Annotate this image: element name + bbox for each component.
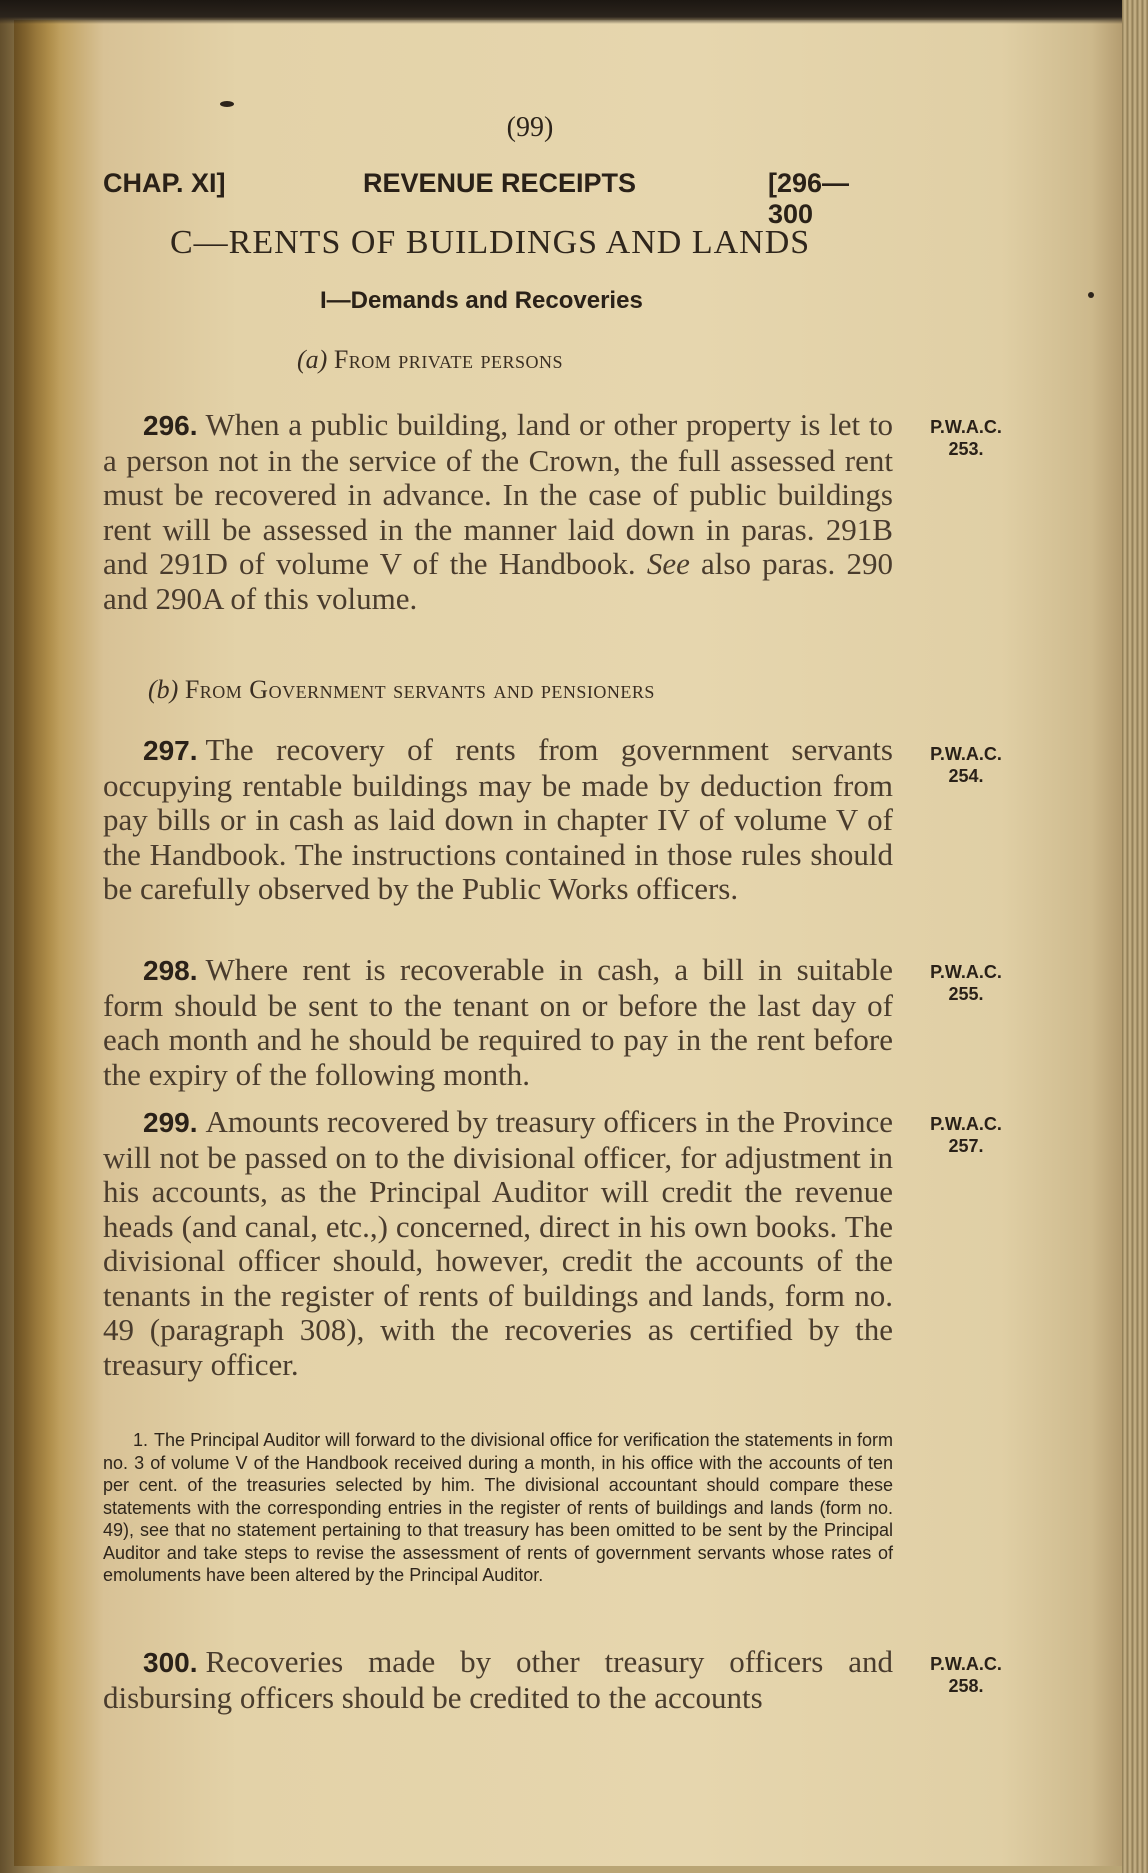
reference-number: 258.	[948, 1676, 984, 1696]
subsection-a	[297, 345, 563, 375]
reference-number: 257.	[948, 1136, 984, 1156]
paragraph-number: 300.	[143, 1647, 198, 1678]
running-head-range: [296—300	[768, 168, 850, 229]
subsection-a-text: From private persons	[333, 345, 564, 374]
reference-number: 254.	[948, 766, 984, 786]
subsection-b-label: (b)	[148, 675, 179, 704]
reference-number: 255.	[948, 984, 984, 1004]
footnote	[103, 1429, 893, 1587]
paragraph-298	[103, 953, 893, 1092]
subsection-b	[148, 675, 655, 705]
reference-code: P.W.A.C.	[930, 417, 1002, 437]
reference-code: P.W.A.C.	[930, 744, 1002, 764]
paragraph-number: 296.	[143, 410, 198, 441]
page-number: (99)	[506, 112, 554, 143]
reference-number: 253.	[948, 439, 984, 459]
top-edge-shadow	[0, 0, 1148, 24]
section-title: C—RENTS OF BUILDINGS AND LANDS	[170, 224, 811, 261]
paragraph-text: also paras. 290 and 290A of this volume.	[103, 546, 893, 616]
ink-speck	[220, 101, 234, 107]
subsection-a-label: (a)	[297, 345, 328, 374]
subsection-b-text: From Government servants and pensioners	[184, 675, 655, 704]
margin-reference-258	[911, 1653, 1021, 1697]
reference-code: P.W.A.C.	[930, 962, 1002, 982]
book-spine-shadow	[0, 0, 60, 1873]
footnote-text: The Principal Auditor will forward to the divisional office for verification the statements in form no. 3 of volume V of the Handbook received during a month, in his office with the accounts of ten per cent. of the treasuries selected by him. The divisional accountant should compare these statements with the corresponding entries in the register of rents of buildings and lands (form no. 49), see that no statement pertaining to that treasury has been omitted to be sent by the Principal Auditor and take steps to revise the assessment of rents of government servants whose rates of emoluments have been altered by the Principal Auditor.	[103, 1430, 893, 1585]
paragraph-text: Amounts recovered by treasury officers in the Province will not be passed on to the divisional officer, for adjustment in his accounts, as the Principal Auditor will credit the revenue heads (and canal, etc.,) concerned, direct in his own books. The divisional officer should, however, credit the accounts of the tenants in the register of rents of buildings and lands, form no. 49 (paragraph 308), with the recoveries as certified by the treasury officer.	[103, 1104, 893, 1382]
paragraph-number: 298.	[143, 955, 198, 986]
subheading: I—Demands and Recoveries	[320, 287, 643, 314]
paragraph-297	[103, 733, 893, 907]
paragraph-text: When a public building, land or other property is let to a person not in the service of the Crown, the full assessed rent must be recovered in advance. In the case of public buildings rent will be assessed in the manner laid down in paras. 291B and 291D of volume V of the Handbook.	[103, 407, 893, 581]
running-head-chapter: CHAP. XI]	[103, 168, 226, 198]
margin-reference-257	[911, 1113, 1021, 1157]
reference-code: P.W.A.C.	[930, 1114, 1002, 1134]
margin-reference-253	[911, 416, 1021, 460]
margin-reference-254	[911, 743, 1021, 787]
see-word: See	[646, 546, 690, 581]
paragraph-text: Recoveries made by other treasury officers and disbursing officers should be credited to the accounts	[103, 1644, 893, 1715]
paragraph-number: 297.	[143, 735, 198, 766]
footnote-number: 1.	[133, 1430, 149, 1450]
paragraph-296	[103, 408, 893, 616]
page-edges	[1122, 0, 1148, 1873]
ink-speck	[1088, 292, 1094, 298]
paragraph-299	[103, 1105, 893, 1382]
margin-reference-255	[911, 961, 1021, 1005]
running-head-title: REVENUE RECEIPTS	[363, 168, 637, 198]
paragraph-text: Where rent is recoverable in cash, a bill in suitable form should be sent to the tenant on or before the last day of each month and he should be required to pay in the rent before the expiry of the following month.	[103, 952, 893, 1092]
paragraph-300	[103, 1645, 893, 1715]
reference-code: P.W.A.C.	[930, 1654, 1002, 1674]
paragraph-number: 299.	[143, 1107, 198, 1138]
paragraph-text: The recovery of rents from government servants occupying rentable buildings may be made by deduction from pay bills or in cash as laid down in chapter IV of volume V of the Handbook. The instructions contained in those rules should be carefully observed by the Public Works officers.	[103, 732, 893, 906]
